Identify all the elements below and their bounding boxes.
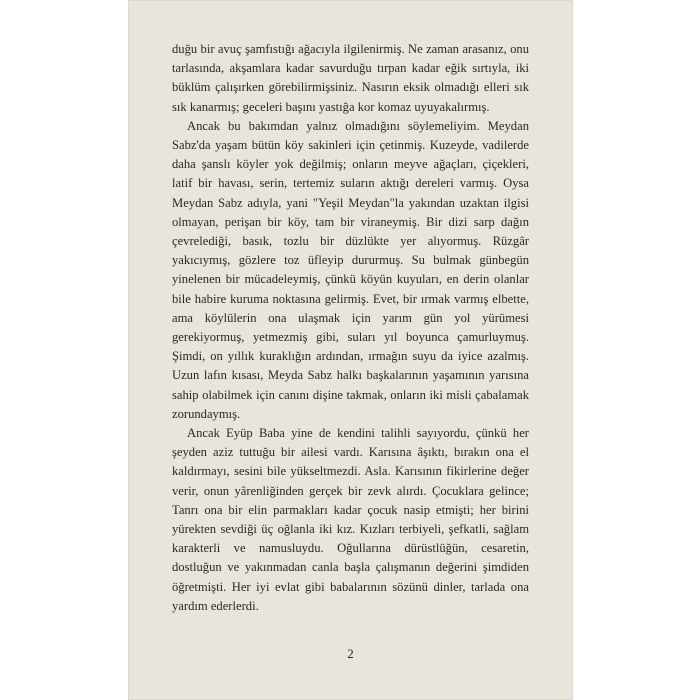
body-text — [172, 40, 529, 616]
paragraph: Ancak Eyüp Baba yine de kendini talihli sayıyordu, çünkü her şeyden aziz tuttuğu bir ailesi vardı. Karısına âşıktı, bırakın ona el kaldırmayı, sesini bile yükseltmezdi. Asla. Karısının fikirlerine değer verir, onun yârenliğinden gerçek bir zevk alırdı. Çocuklara gelince; Tanrı ona bir elin parmakları kadar çocuk nasip etmişti; her birini yürekten sevdiği üç oğlanla iki kız. Kızları terbiyeli, şefkatli, sağlam karakterli ve namusluydu. Oğullarına dürüstlüğün, cesaretin, dostluğun ve yakınmadan canla başla çalışmanın değerini şimdiden öğretmişti. Her iyi evlat gibi babalarının sözünü dinler, tarlada ona yardım ederlerdi. — [172, 426, 529, 613]
book-page — [128, 0, 573, 700]
page-number: 2 — [347, 646, 354, 661]
paragraph: duğu bir avuç şamfıstığı ağacıyla ilgilenirmiş. Ne zaman arasanız, onu tarlasında, akşamlara kadar savurduğu tırpan kadar eğik sırtıyla, iki büklüm çalışırken görebilirmişsiniz. Nasırın eksik olmadığı elleri sık sık kanarmış; geceleri başını yastığa kor komaz uyuyakalırmış. — [172, 42, 529, 114]
paragraph: Ancak bu bakımdan yalnız olmadığını söylemeliyim. Meydan Sabz'da yaşam bütün köy sakinleri için çetinmiş. Kuzeyde, vadilerde daha şanslı köyler yok değilmiş; onların meyve ağaçları, çiçekleri, latif bir havası, serin, tertemiz suların aktığı dereleri varmış. Oysa Meydan Sabz adıyla, yani "Yeşil Meydan"la yakından uzaktan ilgisi olmayan, perişan bir köy, tam bir viraneymiş. Bir dizi sarp dağın çevrelediği, basık, tozlu bir düzlükte yer alıyormuş. Rüzgâr yakıcıymış, gözlere toz üfleyip dururmuş. Su bulmak günbegün yinelenen bir mücadeleymiş, çünkü köyün kuyuları, en derin olanlar bile habire kuruma noktasına gelirmiş. Evet, bir ırmak varmış elbette, ama köylülerin ona ulaşmak için yarım gün yol yürümesi gerekiyormuş, yetmezmiş gibi, suları yıl boyunca çamurluymuş. Şimdi, on yıllık kuraklığın ardından, ırmağın suyu da iyice azalmış. Uzun lafın kısası, Meyda Sabz halkı başkalarının yaşamının yarısına sahip olabilmek için canını dişine takmak, onların iki misli çabalamak zorundaymış. — [172, 118, 529, 421]
